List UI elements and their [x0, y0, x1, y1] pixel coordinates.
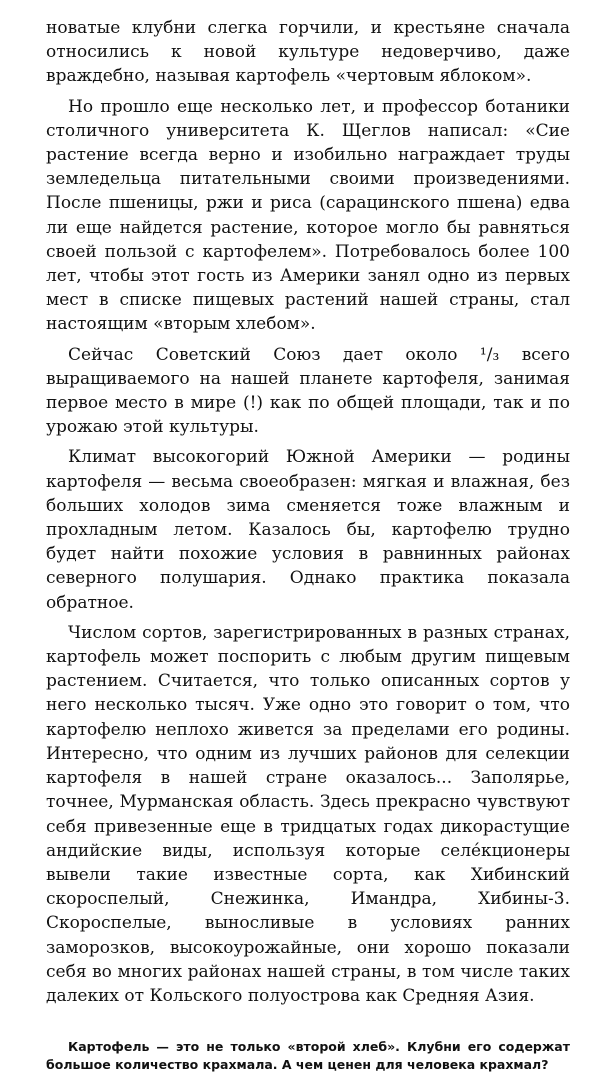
paragraph-2: Но прошло еще несколько лет, и профессор ботаники столичного университета К. Щеглов написал: «Сие растение всегда верно и изобильно награждает труды земледельца питательными своими произведениями. После пшеницы, ржи и риса (сарацинского пшена) едва ли еще найдется растение, которое могло бы равняться своей пользой с картофелем». Потребовалось более 100 лет, чтобы этот гость из Америки занял одно из первых мест в списке пищевых растений нашей страны, стал настоящим «вторым хлебом». — [46, 96, 570, 335]
paragraph-5: Числом сортов, зарегистрированных в разных странах, картофель может поспорить с любым другим пищевым растением. Считается, что только описанных сортов у него несколько тысяч. Уже одно это говорит о том, что картофелю неплохо живется за пределами его родины. Интересно, что одним из лучших районов для селекции картофеля в нашей стране оказалось... Заполярье, точнее, Мурманская область. Здесь прекрасно чувствуют себя привезенные еще в тридцатых годах дикорастущие андийские виды, используя которые селе́кционеры вывели такие известные сорта, как Хибинский скороспелый, Снежинка, Имандра, Хибины-3. Скороспелые, выносливые в условиях ранних заморозков, высокоурожайные, они хорошо показали себя во многих районах нашей страны, в том числе таких далеких от Кольского полуострова как Средняя Азия. — [46, 622, 570, 1006]
question-caption: Картофель — это не только «второй хлеб». Клубни его содержат большое количество крахмала. А чем ценен для человека крахмал? — [46, 1039, 570, 1073]
paragraph-1: новатые клубни слегка горчили, и крестьяне сначала относились к новой культуре недоверчиво, даже враждебно, называя картофель «чертовым яблоком». — [46, 18, 570, 87]
body-text — [46, 16, 570, 1008]
paragraph-4: Климат высокогорий Южной Америки — родины картофеля — весьма своеобразен: мягкая и влажная, без больших холодов зима сменяется тоже влажным и прохладным летом. Казалось бы, картофелю трудно будет найти похожие условия в равнинных районах северного полушария. Однако практика показала обратное. — [46, 447, 570, 613]
paragraph-3: Сейчас Советский Союз дает около ¹/₃ всего выращиваемого на нашей планете картофеля, занимая первое место в мире (!) как по общей площади, так и по урожаю этой культуры. — [46, 344, 570, 438]
